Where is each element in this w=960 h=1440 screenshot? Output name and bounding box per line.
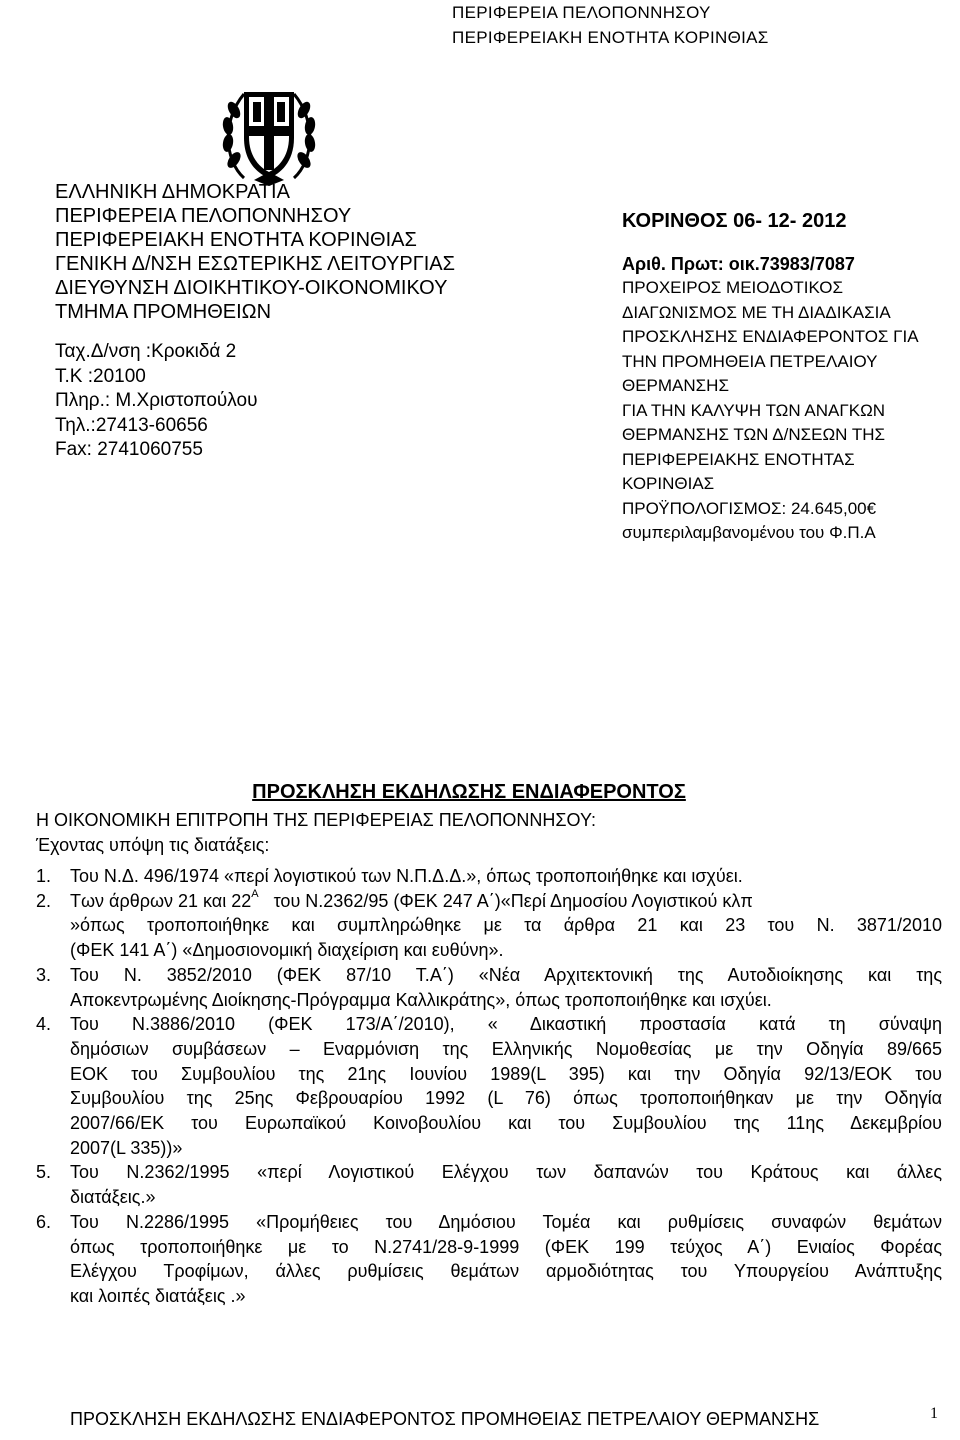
sender-line: ΕΛΛΗΝΙΚΗ ΔΗΜΟΚΡΑΤΙΑ [55,181,290,203]
sender-line: ΠΕΡΙΦΕΡΕΙΑ ΠΕΛΟΠΟΝΝΗΣΟΥ [55,205,352,227]
contact-person: Πληρ.: Μ.Χριστοπούλου [55,390,258,411]
item-text: Ελέγχου Τροφίμων, άλλες ρυθμίσεις θεμάτων αρμοδιότητας του Υπουργείου Ανάπτυξης [70,1261,942,1282]
item-text: Αποκεντρωμένης Διοίκησης-Πρόγραμμα Καλλικράτης», όπως τροποποιήθηκε και ισχύει. [70,989,772,1010]
sender-block [55,180,455,463]
subject-line: ΠΕΡΙΦΕΡΕΙΑΚΗΣ ΕΝΟΤΗΤΑΣ [622,449,855,469]
item-text: 2007(L 335))» [70,1137,183,1158]
item-text: 2007/66/ΕΚ του Ευρωπαϊκού Κοινοβουλίου και του Συμβουλίου της 11ης Δεκεμβρίου [70,1113,942,1134]
item-text: Του Ν.3886/2010 (ΦΕΚ 173/Α΄/2010), « Δικαστική προστασία κατά τη σύναψη [70,1014,942,1035]
place-date: ΚΟΡΙΝΘΟΣ 06- 12- 2012 [622,210,847,232]
page-number: 1 [930,1405,938,1422]
main-title: ΠΡΟΣΚΛΗΣΗ ΕΚΔΗΛΩΣΗΣ ΕΝΔΙΑΦΕΡΟΝΤΟΣ [252,781,686,803]
contact-address: Ταχ.Δ/νση :Κροκιδά 2 [55,341,237,362]
sender-line: ΓΕΝΙΚΗ Δ/ΝΣΗ ΕΣΩΤΕΡΙΚΗΣ ΛΕΙΤΟΥΡΓΙΑΣ [55,253,455,275]
item-text: διατάξεις.» [70,1187,156,1208]
contact-fax: Fax: 2741060755 [55,439,203,460]
intro-block [36,808,596,857]
list-item [0,963,942,1012]
item-text: (ΦΕΚ 141 Α΄) «Δημοσιονομική διαχείριση και ευθύνη». [70,940,504,961]
contact-postcode: Τ.Κ :20100 [55,365,146,387]
footer-title: ΠΡΟΣΚΛΗΣΗ ΕΚΔΗΛΩΣΗΣ ΕΝΔΙΑΦΕΡΟΝΤΟΣ ΠΡΟΜΗΘΕΙΑΣ ΠΕΤΡΕΛΑΙΟΥ ΘΕΡΜΑΝΣΗΣ [70,1409,820,1429]
item-text: Του Ν. 3852/2010 (ΦΕΚ 87/10 Τ.Α΄) «Νέα Αρχιτεκτονική της Αυτοδιοίκησης και της [70,964,942,985]
contact-block [55,340,455,463]
item-text: Του Ν.2286/1995 «Προμήθειες του Δημόσιου Τομέα και ρυθμίσεις συναφών θεμάτων [70,1211,942,1232]
item-number: 3. [36,964,52,985]
item-text: Του Ν.Δ. 496/1974 «περί λογιστικού των Ν.Π.Δ.Δ.», όπως τροποποιήθηκε και ισχύει. [70,866,743,886]
subject-line: ΠΡΟΣΚΛΗΣΗΣ ΕΝΔΙΑΦΕΡΟΝΤΟΣ ΓΙΑ [622,327,919,346]
item-number: 1. [36,866,52,886]
subject-line: ΘΕΡΜΑΝΣΗΣ ΤΩΝ Δ/ΝΣΕΩΝ ΤΗΣ [622,425,886,444]
budget-note: συμπεριλαμβανομένου του Φ.Π.Α [622,523,876,542]
greek-emblem-icon [214,80,324,190]
sender-line: ΔΙΕΥΘΥΝΣΗ ΔΙΟΙΚΗΤΙΚΟΥ-ΟΙΚΟΝΟΜΙΚΟΥ [55,277,448,299]
item-text: Των άρθρων 21 και $22^A$ του Ν.2362/95 (ΦΕΚ 247 Α΄)«Περί Δημοσίου Λογιστικού κλπ [70,887,753,911]
list-item [0,1012,942,1160]
running-header [452,0,769,50]
subject-line: ΘΕΡΜΑΝΣΗΣ [622,376,729,395]
item-number: 2. [36,890,52,911]
provisions-list [0,864,942,1309]
sender-line: ΠΕΡΙΦΕΡΕΙΑΚΗ ΕΝΟΤΗΤΑ ΚΟΡΙΝΘΙΑΣ [55,229,417,251]
item-text: Του Ν.2362/1995 «περί Λογιστικού Ελέγχου των δαπανών του Κράτους και άλλες [70,1162,942,1183]
item-text: δημόσιων συμβάσεων – Εναρμόνιση της Ελληνικής Νομοθεσίας με την Οδηγία 89/665 [70,1038,942,1059]
item-number: 6. [36,1211,52,1232]
subject-line: ΤΗΝ ΠΡΟΜΗΘΕΙΑ ΠΕΤΡΕΛΑΙΟΥ [622,351,878,371]
item-text: και λοιπές διατάξεις .» [70,1285,246,1306]
intro-considering: Έχοντας υπόψη τις διατάξεις: [36,834,270,855]
item-text: »όπως τροποποιήθηκε και συμπληρώθηκε με τα άρθρα 21 και 23 του Ν. 3871/2010 [70,915,942,936]
subject-line: ΓΙΑ ΤΗΝ ΚΑΛΥΨΗ ΤΩΝ ΑΝΑΓΚΩΝ [622,400,886,420]
item-text: ΕΟΚ του Συμβουλίου της 21ης Ιουνίου 1989(L 395) και την Οδηγία 92/13/ΕΟΚ του [70,1063,942,1084]
document-info [622,209,919,546]
protocol-number: Αριθ. Πρωτ: οικ.73983/7087 [622,254,855,274]
item-number: 5. [36,1162,52,1183]
item-number: 4. [36,1014,52,1035]
budget-line: ΠΡΟΫΠΟΛΟΓΙΣΜΟΣ: 24.645,00€ [622,498,877,518]
list-item [0,889,942,963]
header-line-unit: ΠΕΡΙΦΕΡΕΙΑΚΗ ΕΝΟΤΗΤΑ ΚΟΡΙΝΘΙΑΣ [452,28,769,47]
header-line-region: ΠΕΡΙΦΕΡΕΙΑ ΠΕΛΟΠΟΝΝΗΣΟΥ [452,3,711,22]
list-item [0,1210,942,1309]
list-item [0,864,942,889]
list-item [0,1160,942,1209]
item-text: Συμβουλίου της 25ης Φεβρουαρίου 1992 (L 76) όπως τροποποιήθηκαν με την Οδηγία [70,1088,942,1109]
subject-line: ΚΟΡΙΝΘΙΑΣ [622,474,715,493]
intro-committee: Η ΟΙΚΟΝΟΜΙΚΗ ΕΠΙΤΡΟΠΗ ΤΗΣ ΠΕΡΙΦΕΡΕΙΑΣ ΠΕΛΟΠΟΝΝΗΣΟΥ: [36,810,596,830]
sender-line: ΤΜΗΜΑ ΠΡΟΜΗΘΕΙΩΝ [55,301,272,323]
subject-line: ΔΙΑΓΩΝΙΣΜΟΣ ΜΕ ΤΗ ΔΙΑΔΙΚΑΣΙΑ [622,302,891,322]
item-text: όπως τροποποιήθηκε με το Ν.2741/28-9-1999 (ΦΕΚ 199 τεύχος Α΄) Ενιαίος Φορέας [70,1236,942,1257]
superscript: Α [251,887,259,900]
subject-line: ΠΡΟΧΕΙΡΟΣ ΜΕΙΟΔΟΤΙΚΟΣ [622,278,843,297]
contact-phone: Τηλ.:27413-60656 [55,414,208,436]
